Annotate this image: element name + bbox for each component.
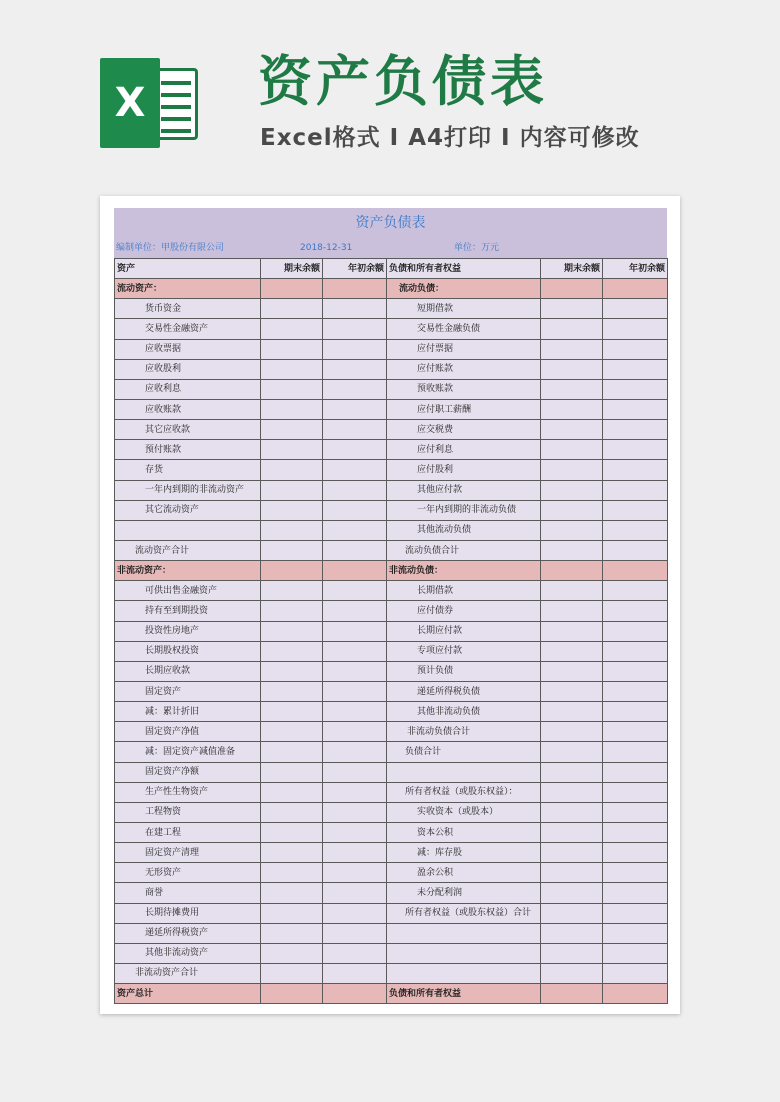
table-row	[115, 621, 668, 641]
begin-balance-cell[interactable]	[603, 339, 668, 359]
end-balance-cell[interactable]	[541, 782, 603, 802]
end-balance-cell[interactable]	[261, 883, 323, 903]
end-balance-cell[interactable]	[541, 923, 603, 943]
end-balance-cell[interactable]	[261, 359, 323, 379]
logo-gridline	[161, 81, 191, 85]
asset-item-cell[interactable]: 应收利息	[115, 379, 261, 399]
begin-balance-cell[interactable]	[323, 359, 387, 379]
liability-item-cell[interactable]: 应付职工薪酬	[387, 399, 541, 419]
end-balance-cell[interactable]	[261, 762, 323, 782]
end-balance-cell[interactable]	[541, 722, 603, 742]
begin-balance-cell[interactable]	[603, 581, 668, 601]
begin-balance-cell[interactable]	[323, 762, 387, 782]
asset-item-cell[interactable]: 减：累计折旧	[115, 702, 261, 722]
sheet-preview	[100, 196, 680, 1014]
begin-balance-cell[interactable]	[323, 681, 387, 701]
liability-item-cell[interactable]: 交易性金融负债	[387, 319, 541, 339]
begin-balance-cell[interactable]	[323, 621, 387, 641]
begin-balance-cell[interactable]	[323, 661, 387, 681]
begin-balance-cell[interactable]	[603, 883, 668, 903]
begin-balance-cell[interactable]	[603, 420, 668, 440]
table-row	[115, 883, 668, 903]
liability-item-cell[interactable]: 其他非流动负债	[387, 702, 541, 722]
liability-item-cell[interactable]: 应付股利	[387, 460, 541, 480]
begin-balance-cell[interactable]	[603, 319, 668, 339]
logo-gridline	[161, 105, 191, 109]
begin-balance-cell[interactable]	[323, 399, 387, 419]
table-row	[115, 943, 668, 963]
begin-balance-cell[interactable]	[323, 822, 387, 842]
asset-item-cell[interactable]: 其他非流动资产	[115, 943, 261, 963]
begin-balance-cell[interactable]	[323, 500, 387, 520]
banner-subtitle: Excel格式 I A4打印 I 内容可修改	[260, 125, 640, 151]
asset-item-cell[interactable]: 其它应收款	[115, 420, 261, 440]
begin-balance-cell[interactable]	[323, 883, 387, 903]
asset-item-cell[interactable]: 商誉	[115, 883, 261, 903]
begin-balance-cell[interactable]	[323, 843, 387, 863]
liability-item-cell[interactable]: 递延所得税负债	[387, 681, 541, 701]
section-row	[115, 561, 668, 581]
asset-item-cell[interactable]: 非流动资产合计	[115, 963, 261, 983]
header-end-balance: 期末余额	[541, 259, 603, 279]
liability-item-cell[interactable]: 未分配利润	[387, 883, 541, 903]
begin-balance-cell[interactable]	[603, 923, 668, 943]
table-row	[115, 782, 668, 802]
begin-balance-cell[interactable]	[323, 863, 387, 883]
begin-balance-cell[interactable]	[603, 440, 668, 460]
begin-balance-cell[interactable]	[603, 561, 668, 581]
begin-balance-cell[interactable]	[323, 379, 387, 399]
table-row	[115, 601, 668, 621]
begin-balance-cell[interactable]	[603, 460, 668, 480]
asset-item-cell[interactable]: 固定资产	[115, 681, 261, 701]
table-row	[115, 681, 668, 701]
section-row	[115, 279, 668, 299]
begin-balance-cell[interactable]	[603, 379, 668, 399]
asset-item-cell[interactable]: 一年内到期的非流动资产	[115, 480, 261, 500]
table-row	[115, 762, 668, 782]
end-balance-cell[interactable]	[541, 420, 603, 440]
begin-balance-cell[interactable]	[603, 863, 668, 883]
end-balance-cell[interactable]	[261, 299, 323, 319]
begin-balance-cell[interactable]	[603, 279, 668, 299]
table-row	[115, 641, 668, 661]
asset-item-cell[interactable]: 在建工程	[115, 822, 261, 842]
end-balance-cell[interactable]	[261, 520, 323, 540]
begin-balance-cell[interactable]	[603, 500, 668, 520]
end-balance-cell[interactable]	[541, 641, 603, 661]
table-row	[115, 339, 668, 359]
end-balance-cell[interactable]	[261, 943, 323, 963]
end-balance-cell[interactable]	[261, 903, 323, 923]
liability-item-cell[interactable]: 盈余公积	[387, 863, 541, 883]
end-balance-cell[interactable]	[541, 621, 603, 641]
begin-balance-cell[interactable]	[603, 742, 668, 762]
begin-balance-cell[interactable]	[323, 782, 387, 802]
end-balance-cell[interactable]	[541, 399, 603, 419]
table-row	[115, 420, 668, 440]
end-balance-cell[interactable]	[261, 561, 323, 581]
liability-item-cell[interactable]: 预收账款	[387, 379, 541, 399]
asset-item-cell[interactable]: 投资性房地产	[115, 621, 261, 641]
asset-item-cell[interactable]	[115, 520, 261, 540]
asset-item-cell[interactable]: 生产性生物资产	[115, 782, 261, 802]
table-row	[115, 581, 668, 601]
asset-item-cell[interactable]: 固定资产净额	[115, 762, 261, 782]
liability-item-cell[interactable]: 实收资本（或股本）	[387, 802, 541, 822]
table-header-row	[115, 259, 668, 279]
liability-item-cell[interactable]: 应付账款	[387, 359, 541, 379]
header-begin-balance: 年初余额	[323, 259, 387, 279]
end-balance-cell[interactable]	[541, 460, 603, 480]
begin-balance-cell[interactable]	[323, 339, 387, 359]
asset-item-cell[interactable]: 资产总计	[115, 984, 261, 1004]
begin-balance-cell[interactable]	[603, 822, 668, 842]
end-balance-cell[interactable]	[261, 681, 323, 701]
liability-item-cell[interactable]: 负债和所有者权益	[387, 984, 541, 1004]
asset-item-cell[interactable]: 长期待摊费用	[115, 903, 261, 923]
end-balance-cell[interactable]	[261, 339, 323, 359]
end-balance-cell[interactable]	[541, 843, 603, 863]
liability-item-cell[interactable]: 应交税费	[387, 420, 541, 440]
begin-balance-cell[interactable]	[323, 420, 387, 440]
end-balance-cell[interactable]	[541, 339, 603, 359]
liability-item-cell[interactable]: 应付票据	[387, 339, 541, 359]
end-balance-cell[interactable]	[541, 440, 603, 460]
end-balance-cell[interactable]	[541, 702, 603, 722]
begin-balance-cell[interactable]	[323, 923, 387, 943]
end-balance-cell[interactable]	[541, 359, 603, 379]
report-date: 2018-12-31	[300, 243, 353, 253]
begin-balance-cell[interactable]	[323, 943, 387, 963]
asset-item-cell[interactable]: 长期应收款	[115, 661, 261, 681]
end-balance-cell[interactable]	[261, 722, 323, 742]
end-balance-cell[interactable]	[541, 500, 603, 520]
asset-item-cell[interactable]: 存货	[115, 460, 261, 480]
table-row	[115, 359, 668, 379]
begin-balance-cell[interactable]	[323, 480, 387, 500]
begin-balance-cell[interactable]	[323, 802, 387, 822]
asset-item-cell[interactable]: 工程物资	[115, 802, 261, 822]
end-balance-cell[interactable]	[541, 943, 603, 963]
begin-balance-cell[interactable]	[603, 963, 668, 983]
begin-balance-cell[interactable]	[603, 681, 668, 701]
table-row	[115, 722, 668, 742]
table-row	[115, 923, 668, 943]
end-balance-cell[interactable]	[541, 299, 603, 319]
end-balance-cell[interactable]	[261, 601, 323, 621]
begin-balance-cell[interactable]	[323, 984, 387, 1004]
table-row	[115, 460, 668, 480]
liability-item-cell[interactable]: 长期应付款	[387, 621, 541, 641]
table-row	[115, 500, 668, 520]
begin-balance-cell[interactable]	[323, 440, 387, 460]
begin-balance-cell[interactable]	[323, 903, 387, 923]
end-balance-cell[interactable]	[261, 581, 323, 601]
excel-logo-icon	[100, 58, 198, 148]
table-row	[115, 440, 668, 460]
balance-table	[114, 258, 668, 1004]
asset-item-cell[interactable]: 长期股权投资	[115, 641, 261, 661]
asset-item-cell[interactable]: 递延所得税资产	[115, 923, 261, 943]
liability-item-cell[interactable]: 其他流动负债	[387, 520, 541, 540]
table-row	[115, 742, 668, 762]
begin-balance-cell[interactable]	[603, 520, 668, 540]
liability-item-cell[interactable]: 所有者权益（或股东权益）合计	[387, 903, 541, 923]
liability-item-cell[interactable]: 资本公积	[387, 822, 541, 842]
begin-balance-cell[interactable]	[603, 359, 668, 379]
end-balance-cell[interactable]	[261, 661, 323, 681]
end-balance-cell[interactable]	[541, 903, 603, 923]
begin-balance-cell[interactable]	[603, 702, 668, 722]
asset-item-cell[interactable]: 应收票据	[115, 339, 261, 359]
asset-item-cell[interactable]: 可供出售金融资产	[115, 581, 261, 601]
liability-item-cell[interactable]: 预计负债	[387, 661, 541, 681]
unit-label: 单位：万元	[454, 243, 500, 253]
end-balance-cell[interactable]	[261, 420, 323, 440]
asset-item-cell[interactable]: 流动资产：	[115, 279, 261, 299]
begin-balance-cell[interactable]	[603, 661, 668, 681]
begin-balance-cell[interactable]	[323, 319, 387, 339]
end-balance-cell[interactable]	[541, 802, 603, 822]
table-row	[115, 540, 668, 560]
liability-item-cell[interactable]: 应付利息	[387, 440, 541, 460]
liability-item-cell[interactable]: 负债合计	[387, 742, 541, 762]
sheet-meta	[114, 238, 667, 258]
table-row	[115, 379, 668, 399]
banner	[0, 0, 780, 190]
begin-balance-cell[interactable]	[323, 299, 387, 319]
liability-item-cell[interactable]	[387, 943, 541, 963]
end-balance-cell[interactable]	[541, 963, 603, 983]
end-balance-cell[interactable]	[261, 379, 323, 399]
end-balance-cell[interactable]	[261, 843, 323, 863]
liability-item-cell[interactable]	[387, 762, 541, 782]
table-row	[115, 520, 668, 540]
end-balance-cell[interactable]	[541, 661, 603, 681]
table-row	[115, 299, 668, 319]
end-balance-cell[interactable]	[541, 319, 603, 339]
asset-item-cell[interactable]: 应收股利	[115, 359, 261, 379]
end-balance-cell[interactable]	[261, 802, 323, 822]
end-balance-cell[interactable]	[541, 520, 603, 540]
end-balance-cell[interactable]	[541, 480, 603, 500]
begin-balance-cell[interactable]	[323, 722, 387, 742]
asset-item-cell[interactable]: 非流动资产：	[115, 561, 261, 581]
begin-balance-cell[interactable]	[603, 540, 668, 560]
end-balance-cell[interactable]	[541, 822, 603, 842]
table-row	[115, 843, 668, 863]
table-row	[115, 661, 668, 681]
begin-balance-cell[interactable]	[323, 279, 387, 299]
begin-balance-cell[interactable]	[603, 722, 668, 742]
liability-item-cell[interactable]	[387, 963, 541, 983]
end-balance-cell[interactable]	[261, 540, 323, 560]
end-balance-cell[interactable]	[261, 782, 323, 802]
liability-item-cell[interactable]: 所有者权益（或股东权益）：	[387, 782, 541, 802]
begin-balance-cell[interactable]	[603, 943, 668, 963]
liability-item-cell[interactable]: 长期借款	[387, 581, 541, 601]
end-balance-cell[interactable]	[541, 742, 603, 762]
end-balance-cell[interactable]	[261, 963, 323, 983]
end-balance-cell[interactable]	[261, 440, 323, 460]
begin-balance-cell[interactable]	[323, 601, 387, 621]
asset-item-cell[interactable]: 其它流动资产	[115, 500, 261, 520]
end-balance-cell[interactable]	[261, 923, 323, 943]
liability-item-cell[interactable]: 减：库存股	[387, 843, 541, 863]
end-balance-cell[interactable]	[261, 500, 323, 520]
liability-item-cell[interactable]: 非流动负债合计	[387, 722, 541, 742]
end-balance-cell[interactable]	[541, 561, 603, 581]
table-row	[115, 963, 668, 983]
end-balance-cell[interactable]	[261, 641, 323, 661]
begin-balance-cell[interactable]	[603, 601, 668, 621]
begin-balance-cell[interactable]	[323, 460, 387, 480]
end-balance-cell[interactable]	[261, 621, 323, 641]
begin-balance-cell[interactable]	[323, 561, 387, 581]
end-balance-cell[interactable]	[261, 279, 323, 299]
logo-gridline	[161, 93, 191, 97]
liability-item-cell[interactable]: 一年内到期的非流动负债	[387, 500, 541, 520]
asset-item-cell[interactable]: 减：固定资产减值准备	[115, 742, 261, 762]
header-liabilities-equity: 负债和所有者权益	[387, 259, 541, 279]
end-balance-cell[interactable]	[261, 742, 323, 762]
end-balance-cell[interactable]	[261, 480, 323, 500]
begin-balance-cell[interactable]	[603, 782, 668, 802]
table-row	[115, 903, 668, 923]
logo-gridline	[161, 117, 191, 121]
begin-balance-cell[interactable]	[603, 399, 668, 419]
begin-balance-cell[interactable]	[603, 299, 668, 319]
asset-item-cell[interactable]: 固定资产清理	[115, 843, 261, 863]
end-balance-cell[interactable]	[541, 984, 603, 1004]
banner-title: 资产负债表	[258, 50, 548, 113]
end-balance-cell[interactable]	[541, 601, 603, 621]
liability-item-cell[interactable]: 其他应付款	[387, 480, 541, 500]
table-row	[115, 822, 668, 842]
balance-sheet	[114, 208, 667, 1004]
end-balance-cell[interactable]	[541, 762, 603, 782]
company-label: 编制单位：甲股份有限公司	[116, 243, 225, 253]
table-row	[115, 480, 668, 500]
end-balance-cell[interactable]	[541, 581, 603, 601]
end-balance-cell[interactable]	[261, 984, 323, 1004]
end-balance-cell[interactable]	[261, 319, 323, 339]
begin-balance-cell[interactable]	[323, 702, 387, 722]
begin-balance-cell[interactable]	[323, 581, 387, 601]
end-balance-cell[interactable]	[261, 863, 323, 883]
header-end-balance: 期末余额	[261, 259, 323, 279]
liability-item-cell[interactable]: 专项应付款	[387, 641, 541, 661]
begin-balance-cell[interactable]	[603, 621, 668, 641]
begin-balance-cell[interactable]	[323, 963, 387, 983]
liability-item-cell[interactable]: 流动负债合计	[387, 540, 541, 560]
end-balance-cell[interactable]	[541, 863, 603, 883]
header-assets: 资产	[115, 259, 261, 279]
liability-item-cell[interactable]	[387, 923, 541, 943]
end-balance-cell[interactable]	[261, 822, 323, 842]
end-balance-cell[interactable]	[541, 540, 603, 560]
section-row	[115, 984, 668, 1004]
begin-balance-cell[interactable]	[323, 520, 387, 540]
header-begin-balance: 年初余额	[603, 259, 668, 279]
excel-logo-letter: X	[100, 58, 160, 148]
end-balance-cell[interactable]	[541, 883, 603, 903]
asset-item-cell[interactable]: 货币资金	[115, 299, 261, 319]
begin-balance-cell[interactable]	[603, 762, 668, 782]
table-row	[115, 802, 668, 822]
end-balance-cell[interactable]	[541, 279, 603, 299]
begin-balance-cell[interactable]	[603, 480, 668, 500]
begin-balance-cell[interactable]	[323, 742, 387, 762]
liability-item-cell[interactable]: 应付债券	[387, 601, 541, 621]
liability-item-cell[interactable]: 流动负债：	[387, 279, 541, 299]
begin-balance-cell[interactable]	[603, 903, 668, 923]
table-row	[115, 319, 668, 339]
begin-balance-cell[interactable]	[603, 984, 668, 1004]
begin-balance-cell[interactable]	[323, 641, 387, 661]
liability-item-cell[interactable]: 短期借款	[387, 299, 541, 319]
asset-item-cell[interactable]: 固定资产净值	[115, 722, 261, 742]
end-balance-cell[interactable]	[261, 460, 323, 480]
logo-gridline	[161, 129, 191, 133]
asset-item-cell[interactable]: 交易性金融资产	[115, 319, 261, 339]
liability-item-cell[interactable]: 非流动负债：	[387, 561, 541, 581]
end-balance-cell[interactable]	[541, 681, 603, 701]
table-row	[115, 702, 668, 722]
asset-item-cell[interactable]: 应收账款	[115, 399, 261, 419]
table-row	[115, 399, 668, 419]
end-balance-cell[interactable]	[261, 399, 323, 419]
asset-item-cell[interactable]: 持有至到期投资	[115, 601, 261, 621]
begin-balance-cell[interactable]	[603, 641, 668, 661]
asset-item-cell[interactable]: 无形资产	[115, 863, 261, 883]
begin-balance-cell[interactable]	[603, 843, 668, 863]
end-balance-cell[interactable]	[541, 379, 603, 399]
begin-balance-cell[interactable]	[323, 540, 387, 560]
begin-balance-cell[interactable]	[603, 802, 668, 822]
table-row	[115, 863, 668, 883]
sheet-title: 资产负债表	[114, 208, 667, 238]
end-balance-cell[interactable]	[261, 702, 323, 722]
asset-item-cell[interactable]: 预付账款	[115, 440, 261, 460]
asset-item-cell[interactable]: 流动资产合计	[115, 540, 261, 560]
